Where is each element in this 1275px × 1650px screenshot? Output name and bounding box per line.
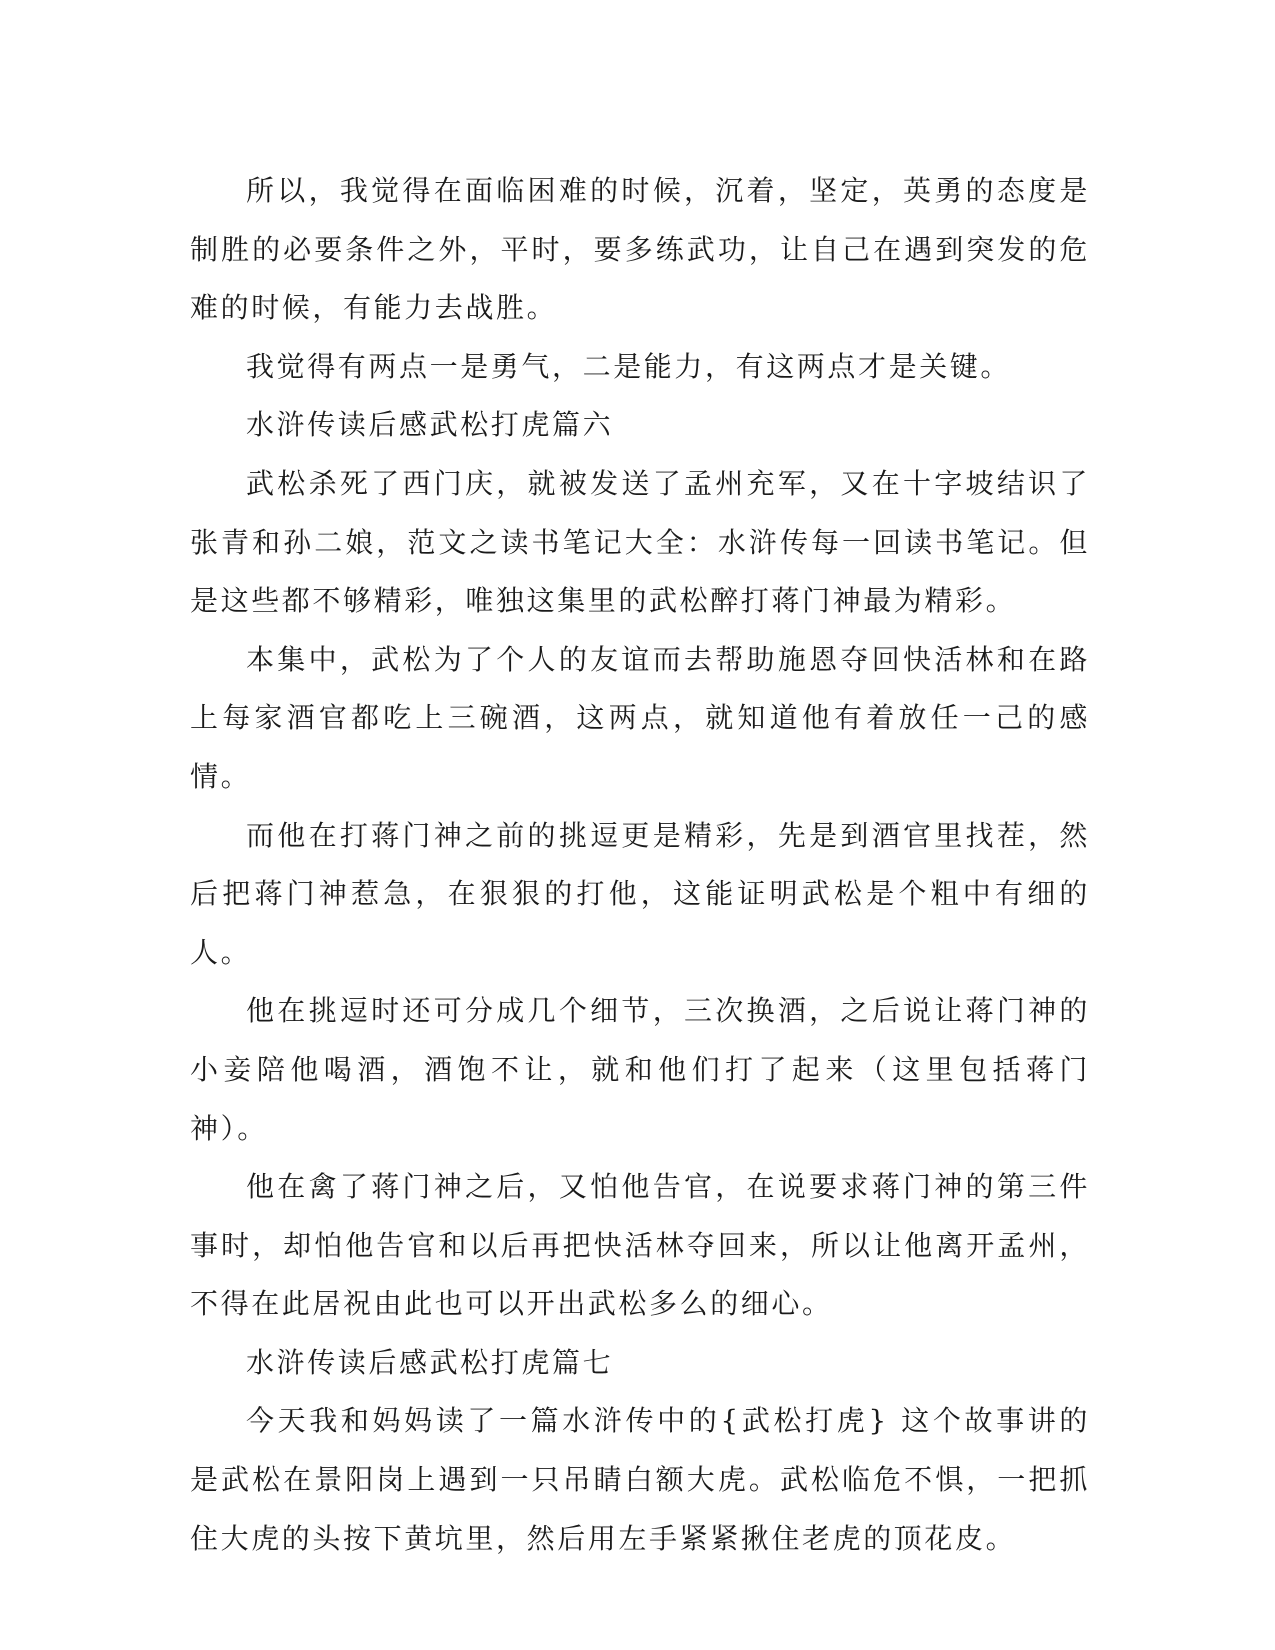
paragraph-conclusion: 所以，我觉得在面临困难的时候，沉着，坚定，英勇的态度是制胜的必要条件之外，平时，要多练武功，让自己在遇到突发的危难的时候，有能力去战胜。	[190, 174, 1090, 325]
paragraph-details: 他在挑逗时还可分成几个细节，三次换酒，之后说让蒋门神的小妾陪他喝酒，酒饱不让，就和他们打了起来（这里包括蒋门神）。	[190, 994, 1090, 1145]
paragraph-carefulness: 他在禽了蒋门神之后，又怕他告官，在说要求蒋门神的第三件事时，却怕他告官和以后再把快活林夺回来，所以让他离开孟州，不得在此居祝由此也可以开出武松多么的细心。	[190, 1170, 1090, 1321]
paragraph-provocation: 而他在打蒋门神之前的挑逗更是精彩，先是到酒官里找茬，然后把蒋门神惹急，在狠狠的打他，这能证明武松是个粗中有细的人。	[190, 818, 1090, 969]
paragraph-tiger-story: 今天我和妈妈读了一篇水浒传中的{武松打虎} 这个故事讲的是武松在景阳岗上遇到一只吊睛白额大虎。武松临危不惧，一把抓住大虎的头按下黄坑里，然后用左手紧紧揪住老虎的顶花皮。	[190, 1404, 1090, 1555]
paragraph-ximen-qing: 武松杀死了西门庆，就被发送了孟州充军，又在十字坡结识了张青和孙二娘，范文之读书笔记大全：水浒传每一回读书笔记。但是这些都不够精彩，唯独这集里的武松醉打蒋门神最为精彩。	[190, 466, 1090, 618]
section-heading-part-seven: 水浒传读后感武松打虎篇七	[246, 1345, 614, 1379]
section-heading-part-six: 水浒传读后感武松打虎篇六	[246, 408, 614, 442]
paragraph-two-points: 我觉得有两点一是勇气，二是能力，有这两点才是关键。	[246, 349, 1012, 383]
document-body	[190, 162, 1090, 1568]
paragraph-friendship: 本集中，武松为了个人的友谊而去帮助施恩夺回快活林和在路上每家酒官都吃上三碗酒，这两点，就知道他有着放任一己的感情。	[190, 642, 1090, 793]
